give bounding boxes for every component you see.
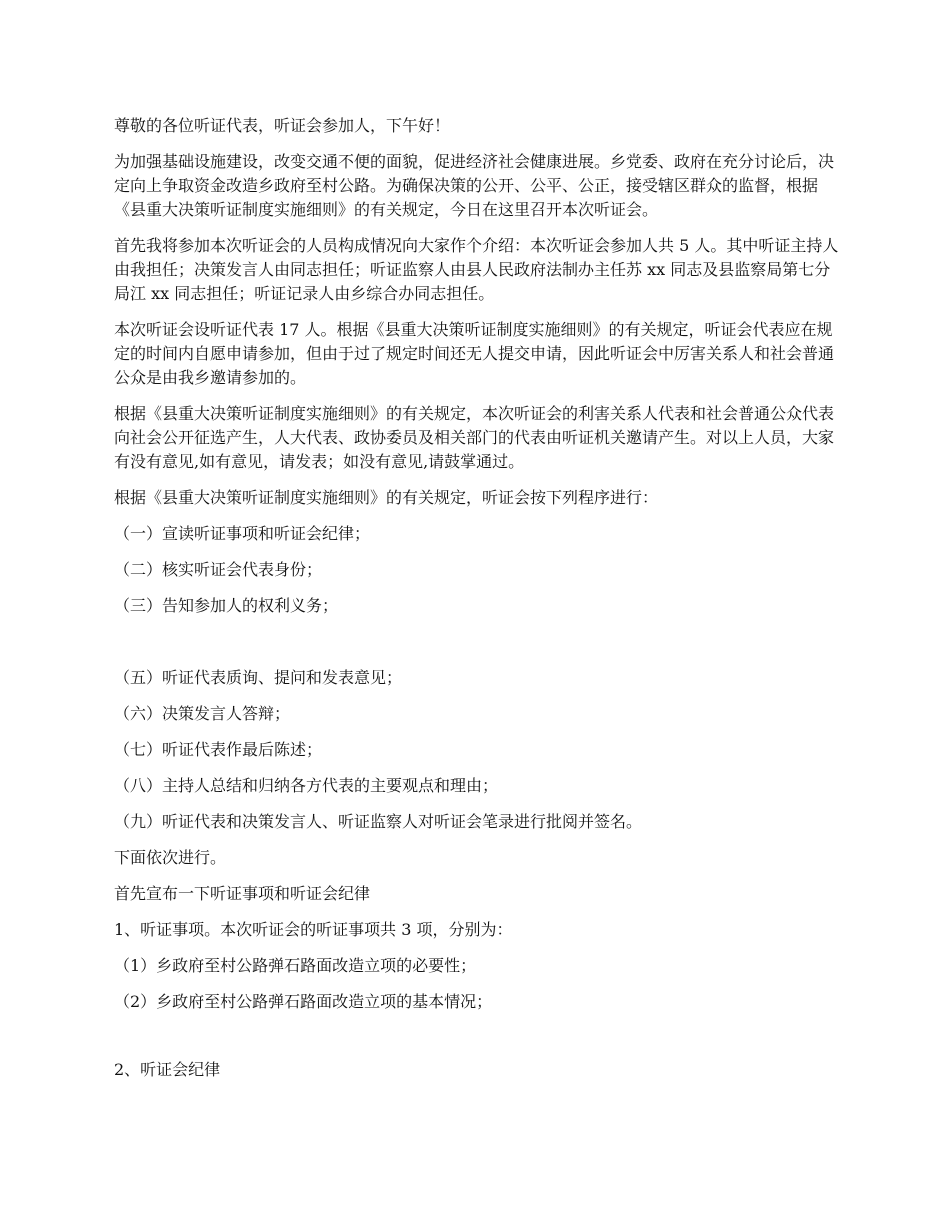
blank-line xyxy=(114,1026,840,1058)
section-1-heading: 1、听证事项。本次听证会的听证事项共 3 项，分别为： xyxy=(114,920,513,939)
section-2-heading: 2、听证会纪律 xyxy=(114,1060,221,1079)
document-body xyxy=(114,114,840,1094)
procedure-item-5: （五）听证代表质询、提问和发表意见； xyxy=(114,668,403,687)
representatives-paragraph: 本次听证会设听证代表 17 人。根据《县重大决策听证制度实施细则》的有关规定，听证会代表应在规定的时间内自愿申请参加，但由于过了规定时间还无人提交申请，因此听证会中厉害关系人和社会普通公众是由我乡邀请参加的。 xyxy=(114,320,835,387)
procedure-item-7: （七）听证代表作最后陈述； xyxy=(114,740,323,759)
procedure-item-9: （九）听证代表和决策发言人、听证监察人对听证会笔录进行批阅并签名。 xyxy=(114,812,643,831)
selection-paragraph: 根据《县重大决策听证制度实施细则》的有关规定，本次听证会的利害关系人代表和社会普通公众代表向社会公开征选产生，人大代表、政协委员及相关部门的代表由听证机关邀请产生。对以上人员，大家有没有意见,如有意见，请发表；如没有意见,请鼓掌通过。 xyxy=(114,404,835,471)
participants-paragraph: 首先我将参加本次听证会的人员构成情况向大家作个介绍：本次听证会参加人共 5 人。其中听证主持人由我担任；决策发言人由同志担任；听证监察人由县人民政府法制办主任苏 xx 同志及县监察局第七分局江 xx 同志担任；听证记录人由乡综合办同志担任。 xyxy=(114,236,839,303)
hearing-item-1: （1）乡政府至村公路弹石路面改造立项的必要性； xyxy=(114,956,477,975)
blank-line xyxy=(114,630,840,666)
procedure-item-3: （三）告知参加人的权利义务； xyxy=(114,596,339,615)
procedure-item-8: （八）主持人总结和归纳各方代表的主要观点和理由； xyxy=(114,776,499,795)
procedure-item-2: （二）核实听证会代表身份； xyxy=(114,560,323,579)
purpose-paragraph: 为加强基础设施建设，改变交通不便的面貌，促进经济社会健康进展。乡党委、政府在充分讨论后，决定向上争取资金改造乡政府至村公路。为确保决策的公开、公平、公正，接受辖区群众的监督，根据《县重大决策听证制度实施细则》的有关规定，今日在这里召开本次听证会。 xyxy=(114,152,835,219)
next-step-paragraph: 下面依次进行。 xyxy=(114,848,227,867)
announcement-paragraph: 首先宣布一下听证事项和听证会纪律 xyxy=(114,884,371,903)
procedure-item-1: （一）宣读听证事项和听证会纪律； xyxy=(114,524,371,543)
greeting-paragraph: 尊敬的各位听证代表，听证会参加人，下午好！ xyxy=(114,116,451,135)
procedure-item-6: （六）决策发言人答辩； xyxy=(114,704,291,723)
procedure-intro-paragraph: 根据《县重大决策听证制度实施细则》的有关规定，听证会按下列程序进行： xyxy=(114,488,659,507)
hearing-item-2: （2）乡政府至村公路弹石路面改造立项的基本情况； xyxy=(114,992,493,1011)
